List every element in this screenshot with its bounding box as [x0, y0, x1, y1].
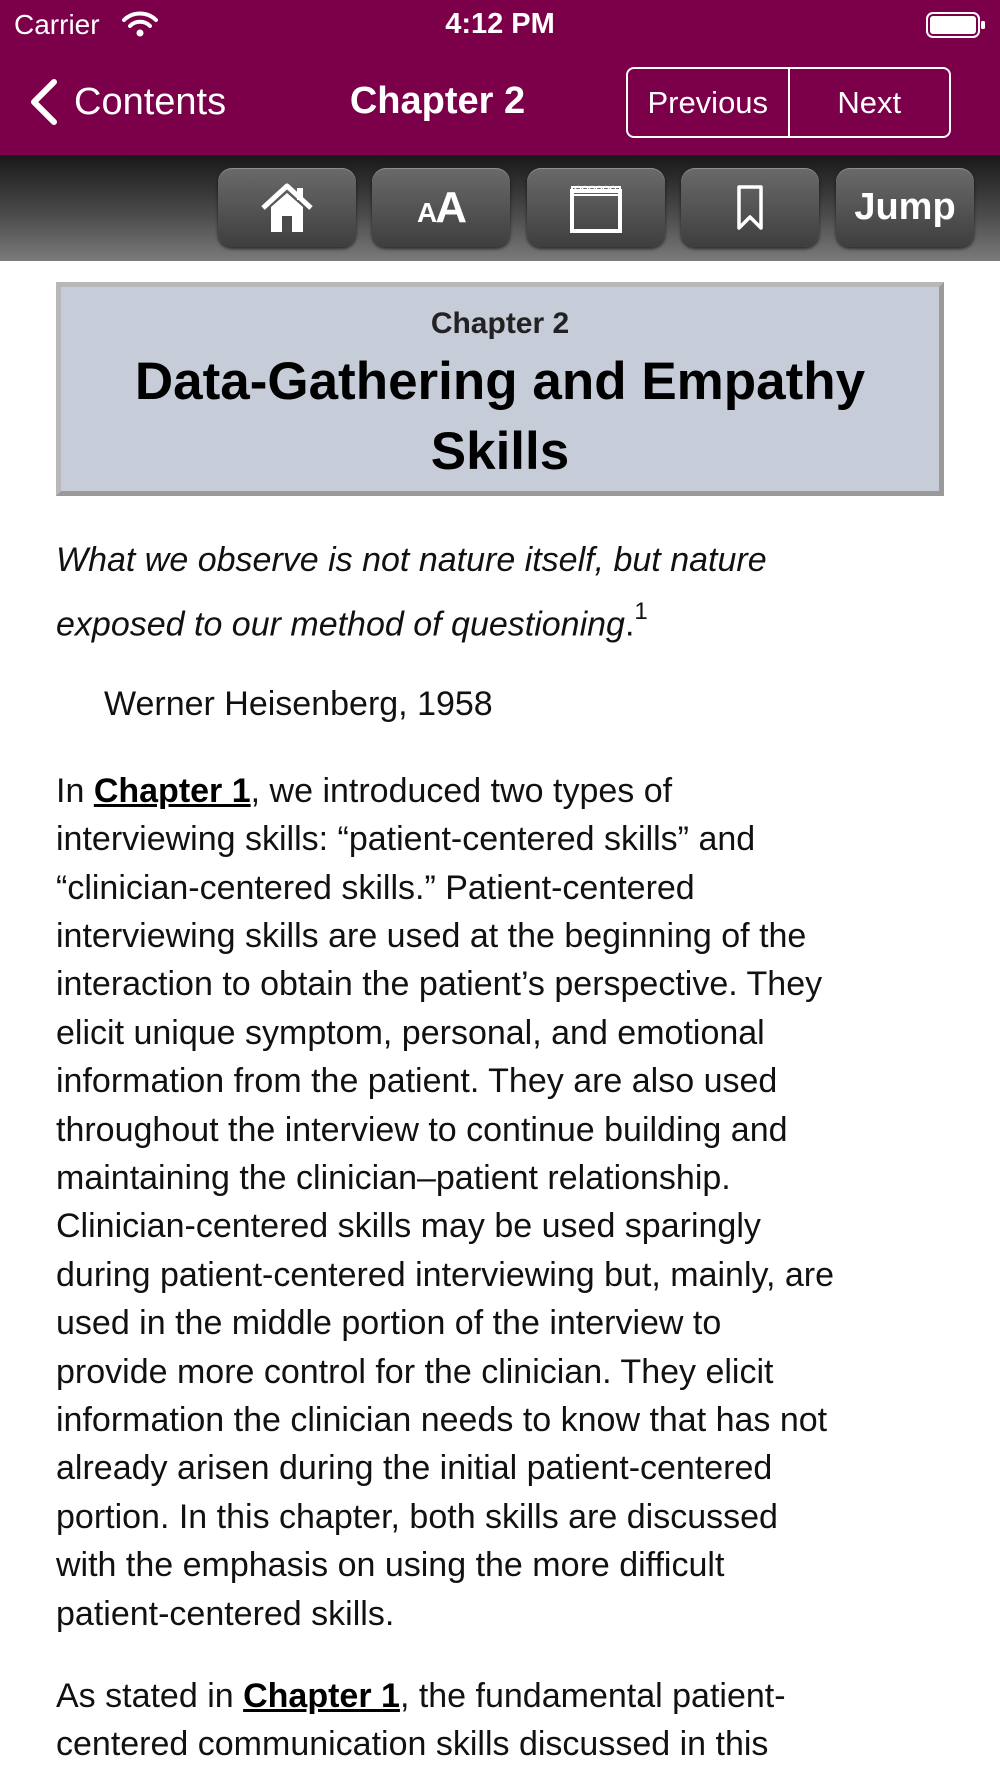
- nav-title: Chapter 2: [349, 80, 526, 122]
- paragraph: [56, 1672, 956, 1769]
- epigraph: [56, 533, 956, 652]
- chapter-header: [56, 282, 944, 496]
- paragraph-line: portion. In this chapter, both skills are discussed: [56, 1497, 778, 1536]
- next-button[interactable]: Next: [837, 84, 902, 120]
- back-button[interactable]: [26, 74, 226, 130]
- paragraph-line: information from the patient. They are also used: [56, 1062, 778, 1101]
- prev-next-segmented-control: [626, 67, 951, 138]
- chapter-title: [61, 347, 939, 487]
- clock: 4:12 PM: [445, 8, 555, 40]
- battery-icon: [926, 12, 986, 38]
- paragraph-line: interviewing skills: “patient-centered skills” and: [56, 820, 756, 859]
- status-bar: [0, 0, 1000, 50]
- bookmark-button[interactable]: [681, 168, 819, 247]
- chevron-left-icon: [26, 77, 60, 127]
- toolbar: [0, 155, 1000, 261]
- paragraph-line: information the clinician needs to know that has not: [56, 1401, 828, 1440]
- paragraph-line: In Chapter 1, we introduced two types of: [56, 771, 673, 810]
- paragraph-line: centered communication skills discussed in this: [56, 1725, 769, 1764]
- home-icon: [259, 180, 315, 236]
- paragraph-line: already arisen during the initial patient-centered: [56, 1449, 773, 1488]
- paragraph-line: Clinician-centered skills may be used sparingly: [56, 1207, 761, 1246]
- chapter-content: [56, 533, 956, 1769]
- paragraph-line: during patient-centered interviewing but, mainly, are: [56, 1255, 835, 1294]
- epigraph-line1: What we observe is not nature itself, but nature: [56, 541, 767, 579]
- paragraph-line: maintaining the clinician–patient relationship.: [56, 1158, 731, 1197]
- paragraph-line: interviewing skills are used at the beginning of the: [56, 916, 807, 955]
- footnote-marker[interactable]: 1: [634, 598, 648, 625]
- paragraph-line: used in the middle portion of the interview to: [56, 1304, 722, 1343]
- paragraph-line: interaction to obtain the patient’s perspective. They: [56, 965, 823, 1004]
- paragraph: [56, 767, 956, 1638]
- previous-button[interactable]: Previous: [628, 69, 790, 136]
- epigraph-line2: exposed to our method of questioning.$^1$: [56, 598, 648, 644]
- font-size-button[interactable]: [372, 168, 510, 247]
- carrier-label: Carrier: [14, 9, 100, 40]
- jump-button[interactable]: [836, 168, 974, 247]
- chapter-1-link[interactable]: Chapter 1: [243, 1677, 400, 1716]
- back-button-label: Contents: [74, 80, 227, 123]
- paragraph-line: throughout the interview to continue building and: [56, 1110, 788, 1149]
- font-size-icon: AA: [416, 182, 465, 232]
- chapter-title-line2: Skills: [430, 422, 570, 481]
- paragraph-line: As stated in Chapter 1, the fundamental patient-: [56, 1677, 786, 1716]
- paragraph-line: provide more control for the clinician. They elicit: [56, 1352, 774, 1391]
- paragraph-line: with the emphasis on using the more difficult: [56, 1546, 725, 1585]
- chapter-title-line1: Data-Gathering and Empathy: [134, 352, 866, 411]
- home-button[interactable]: [218, 168, 356, 247]
- bookmark-icon: [735, 184, 765, 232]
- paragraph-line: elicit unique symptom, personal, and emotional: [56, 1013, 765, 1052]
- chapter-number: Chapter 2: [430, 307, 570, 340]
- paragraph-line: “clinician-centered skills.” Patient-centered: [56, 868, 695, 907]
- jump-button-label: Jump: [854, 186, 956, 228]
- paragraph-line: patient-centered skills.: [56, 1594, 395, 1633]
- notes-button[interactable]: [527, 168, 665, 247]
- notepad-icon: [568, 183, 624, 233]
- chapter-1-link[interactable]: Chapter 1: [93, 771, 251, 810]
- epigraph-attribution: Werner Heisenberg, 1958: [104, 685, 493, 724]
- navigation-bar: [0, 50, 1000, 155]
